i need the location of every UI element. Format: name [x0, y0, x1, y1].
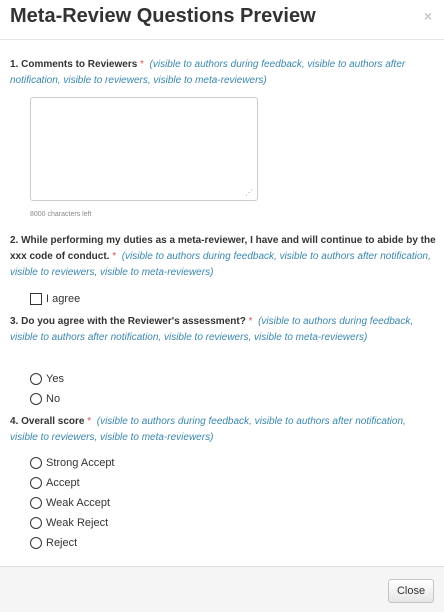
- required-marker: *: [87, 416, 92, 427]
- modal-header: [0, 0, 444, 40]
- visibility-note: (visible to authors during feedback, visible to authors after notification, visible to reviewers, visible to meta-reviewers): [10, 416, 406, 443]
- question-4-text: [10, 414, 436, 446]
- resize-grip-icon[interactable]: ⋰: [245, 188, 253, 197]
- option-label: Weak Accept: [46, 497, 110, 509]
- question-label: 2. While performing my duties as a meta-reviewer, I have and will continue to abide by the xxx code of conduct.: [10, 235, 436, 262]
- strong-accept-radio[interactable]: [30, 457, 42, 469]
- option-label: Strong Accept: [46, 457, 115, 469]
- option-label: No: [46, 393, 61, 405]
- question-label: 1. Comments to Reviewers: [10, 59, 138, 70]
- modal-footer: [0, 566, 444, 612]
- accept-radio[interactable]: [30, 477, 42, 489]
- question-2-text: [10, 233, 436, 281]
- characters-left-counter: 8000 characters left: [30, 211, 92, 218]
- question-label: 4. Overall score: [10, 416, 85, 427]
- option-label: Yes: [46, 373, 64, 385]
- option-accept[interactable]: [30, 475, 80, 491]
- required-marker: *: [112, 251, 117, 262]
- option-no[interactable]: [30, 391, 60, 407]
- option-label: Weak Reject: [46, 517, 109, 529]
- option-weak-accept[interactable]: [30, 495, 110, 511]
- required-marker: *: [248, 316, 253, 327]
- yes-radio[interactable]: [30, 373, 42, 385]
- option-weak-reject[interactable]: [30, 515, 108, 531]
- option-label: I agree: [46, 293, 81, 305]
- no-radio[interactable]: [30, 393, 42, 405]
- weak-accept-radio[interactable]: [30, 497, 42, 509]
- required-marker: *: [140, 59, 144, 70]
- i-agree-checkbox[interactable]: [30, 293, 42, 305]
- weak-reject-radio[interactable]: [30, 517, 42, 529]
- visibility-note: (visible to authors during feedback, visible to authors after notification, visible to reviewers, visible to meta-reviewers): [10, 59, 406, 86]
- visibility-note: (visible to authors during feedback, visible to authors after notification, visible to reviewers, visible to meta-reviewers): [10, 316, 414, 343]
- question-label: 3. Do you agree with the Reviewer's assessment?: [10, 316, 246, 327]
- close-button[interactable]: Close: [388, 579, 434, 603]
- option-strong-accept[interactable]: [30, 455, 115, 471]
- option-i-agree[interactable]: [30, 291, 80, 307]
- option-reject[interactable]: [30, 535, 77, 551]
- option-label: Reject: [46, 537, 78, 549]
- visibility-note: (visible to authors during feedback, visible to authors after notification, visible to reviewers, visible to meta-reviewers): [10, 251, 431, 278]
- question-3-text: [10, 314, 436, 346]
- modal-title: Meta-Review Questions Preview: [10, 5, 316, 27]
- question-1-text: [10, 57, 436, 89]
- reject-radio[interactable]: [30, 537, 42, 549]
- close-icon[interactable]: ×: [423, 8, 432, 24]
- comments-to-reviewers-textarea[interactable]: [30, 97, 258, 201]
- option-yes[interactable]: [30, 371, 64, 387]
- option-label: Accept: [46, 477, 80, 489]
